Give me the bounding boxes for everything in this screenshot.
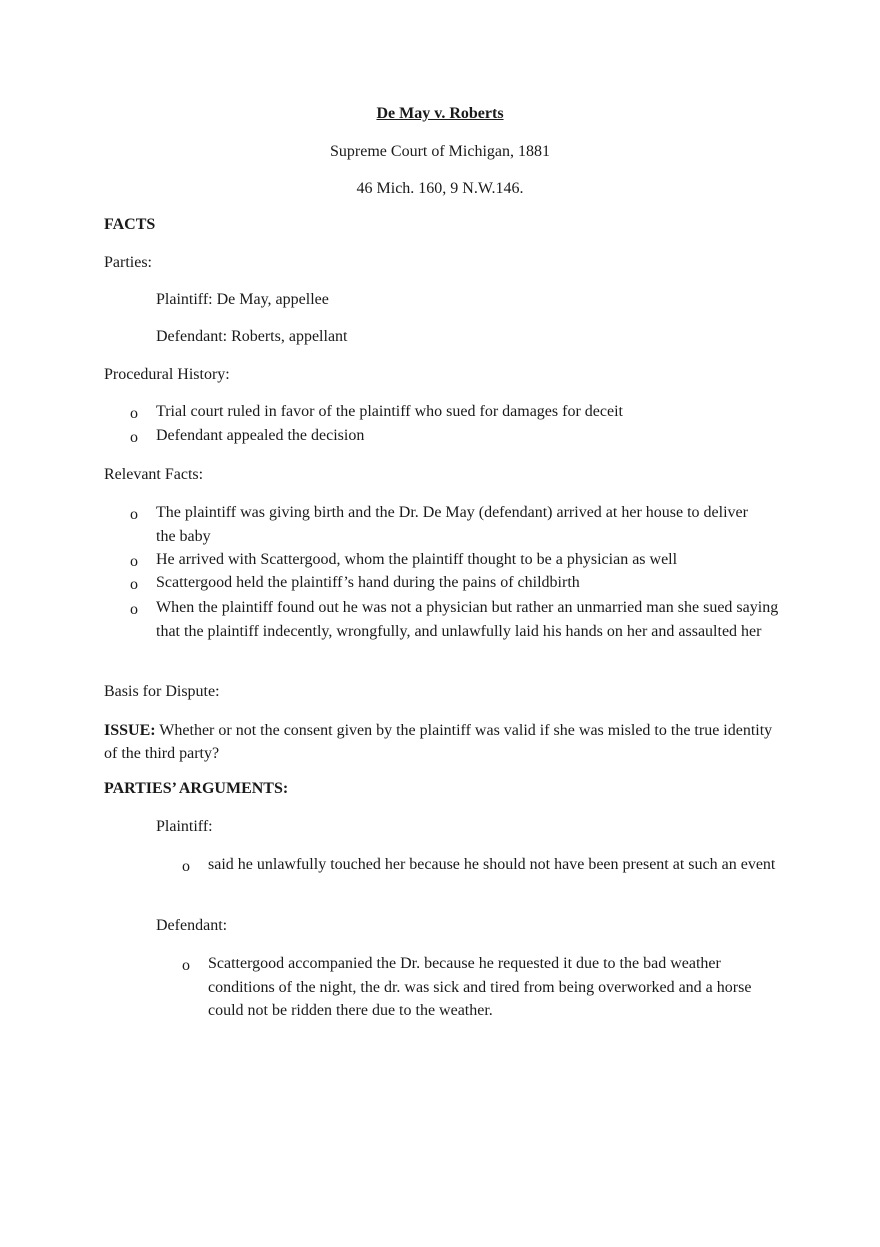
list-item-text: The plaintiff was giving birth and the Dr. De May (defendant) arrived at her house to deliver the baby	[156, 504, 748, 545]
bullet-marker: o	[130, 405, 138, 422]
court-name: Supreme Court of Michigan, 1881	[330, 143, 550, 160]
list-item-text: He arrived with Scattergood, whom the plaintiff thought to be a physician as well	[156, 551, 678, 568]
facts-heading: FACTS	[104, 216, 156, 233]
defendant-party: Defendant: Roberts, appellant	[156, 328, 348, 345]
bullet-marker: o	[130, 429, 138, 446]
bullet-marker: o	[130, 553, 138, 570]
issue-paragraph	[104, 719, 784, 765]
bullet-marker: o	[182, 957, 190, 974]
bullet-marker: o	[130, 576, 138, 593]
case-title: De May v. Roberts	[376, 105, 504, 122]
issue-text: Whether or not the consent given by the plaintiff was valid if she was misled to the true identity of the third party?	[104, 722, 773, 762]
parties-label: Parties:	[104, 254, 152, 271]
basis-for-dispute-label: Basis for Dispute:	[104, 683, 220, 700]
list-item-text: When the plaintiff found out he was not a physician but rather an unmarried man she sued saying that the plaintiff indecently, wrongfully, and unlawfully laid his hands on her and assaulted her	[156, 599, 779, 640]
procedural-history-label: Procedural History:	[104, 366, 230, 383]
list-item-text: Defendant appealed the decision	[156, 427, 365, 444]
case-citation: 46 Mich. 160, 9 N.W.146.	[356, 180, 524, 197]
plaintiff-party: Plaintiff: De May, appellee	[156, 291, 329, 308]
plaintiff-argument-label: Plaintiff:	[156, 818, 213, 835]
arguments-heading: PARTIES’ ARGUMENTS:	[104, 780, 289, 797]
bullet-marker: o	[130, 601, 138, 618]
list-item-text: Scattergood held the plaintiff’s hand during the pains of childbirth	[156, 574, 580, 591]
relevant-facts-label: Relevant Facts:	[104, 466, 204, 483]
list-item-text: Scattergood accompanied the Dr. because he requested it due to the bad weather conditions of the night, the dr. was sick and tired from being overworked and a horse could not be ridden there due to the weather.	[208, 955, 752, 1019]
list-item-text: Trial court ruled in favor of the plaintiff who sued for damages for deceit	[156, 403, 623, 420]
bullet-marker: o	[130, 506, 138, 523]
issue-label: ISSUE:	[104, 722, 156, 739]
defendant-argument-label: Defendant:	[156, 917, 228, 934]
list-item-text: said he unlawfully touched her because he should not have been present at such an event	[208, 856, 776, 873]
bullet-marker: o	[182, 858, 190, 875]
